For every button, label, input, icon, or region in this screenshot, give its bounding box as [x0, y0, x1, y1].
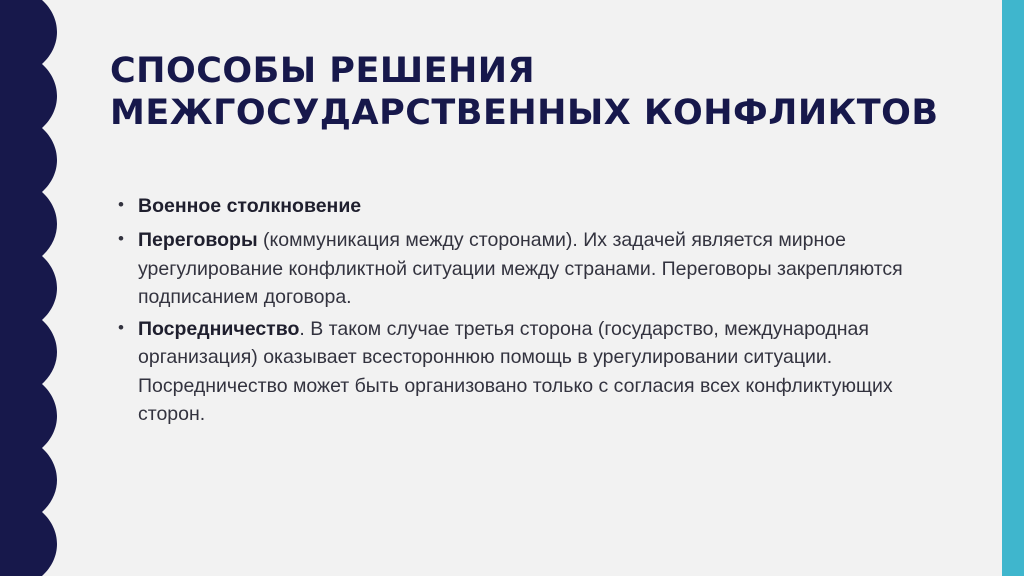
left-decorative-band	[0, 0, 62, 576]
list-item-rest: . В таком случае третья сторона (государство, международная организация) оказывает всестороннюю помощь в урегулировании ситуации. Посредничество может быть организовано только с согласия всех конфликтующих сторон.	[138, 318, 893, 425]
list-item	[114, 315, 934, 428]
slide-title: СПОСОБЫ РЕШЕНИЯ МЕЖГОСУДАРСТВЕННЫХ КОНФЛИКТОВ	[110, 51, 939, 133]
list-item	[114, 192, 934, 220]
right-accent-bar	[1002, 0, 1024, 576]
list-item	[114, 226, 934, 311]
slide-content	[110, 0, 980, 576]
list-item-lead: Переговоры	[138, 229, 258, 252]
bullet-list	[114, 192, 934, 430]
list-item-lead: Военное столкновение	[138, 195, 362, 217]
right-bar-gap	[994, 0, 1002, 576]
list-item-rest: (коммуникация между сторонами). Их задачей является мирное урегулирование конфликтной ситуации между странами. Переговоры закрепляются подписанием договора.	[138, 229, 903, 308]
list-item-lead: Посредничество	[138, 318, 300, 341]
